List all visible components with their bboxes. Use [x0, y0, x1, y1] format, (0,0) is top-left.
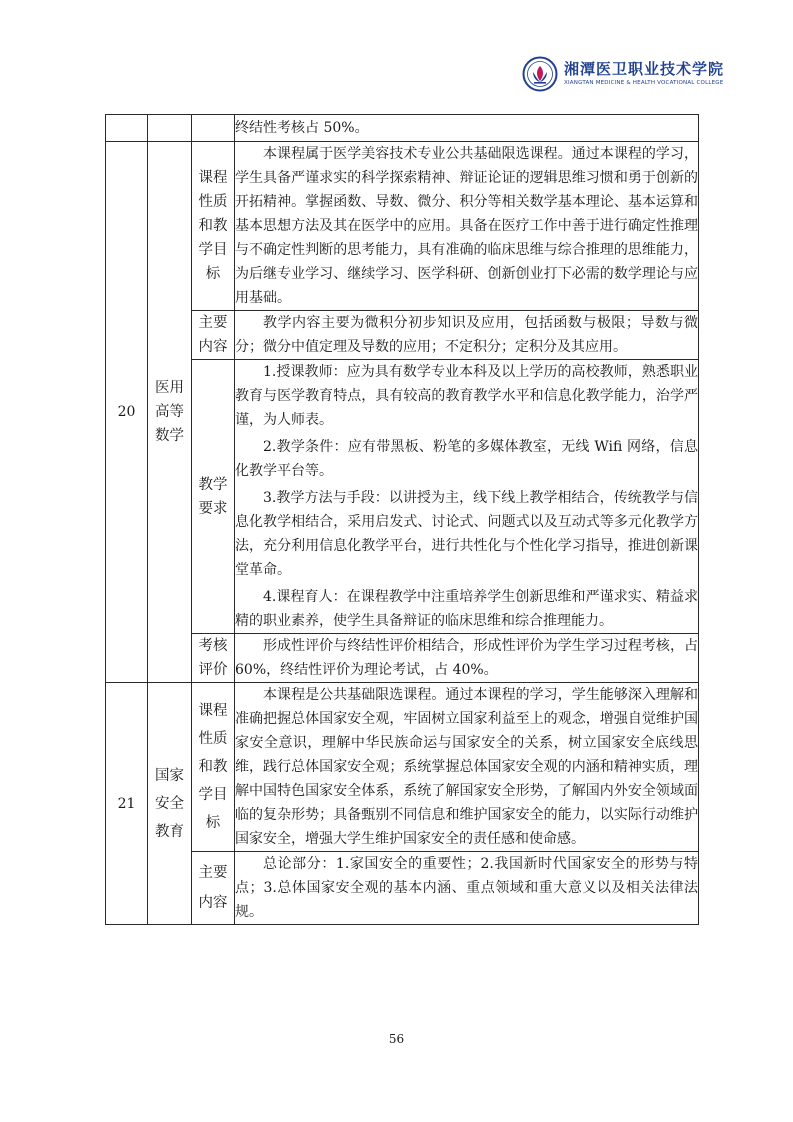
goal-text: 本课程是公共基础限选课程。通过本课程的学习，学生能够深入理解和准确把握总体国家安全观，牢固树立国家利益至上的观念，增强自觉维护国家安全意识，理解中华民族命运与国家安全的关系，树立国家安全底线思维，践行总体国家安全观；系统掌握总体国家安全观的内涵和精神实质，理解中国特色国家安全体系，系统了解国家安全形势，了解国内外安全领域面临的复杂形势；具备甄别不同信息和维护国家安全的能力，以实际行动维护国家安全，增强大学生维护国家安全的责任感和使命感。 [235, 687, 698, 847]
label-line: 学目 [198, 242, 228, 258]
course-name [148, 683, 192, 925]
continuation-text: 终结性考核占 50%。 [235, 120, 369, 136]
content-label [192, 852, 235, 925]
requirement-item: 3.教学方法与手段：以讲授为主，线下线上教学相结合，传统教学与信息化教学相结合，采用启发式、讨论式、问题式以及互动式等多元化教学方法，充分利用信息化教学平台，进行共性化与个性化学习指导，推进创新课堂革命。 [235, 490, 698, 578]
table-row-course-20-content [106, 311, 699, 360]
goal-text-cell [235, 683, 699, 852]
requirements-label [192, 360, 235, 634]
course-number: 20 [106, 142, 148, 683]
requirement-item: 1.授课教师：应为具有数学专业本科及以上学历的高校教师，熟悉职业教育与医学教育特点，具有较高的教育教学水平和信息化教学能力，治学严谨，为人师表。 [235, 364, 698, 428]
label-line: 评价 [198, 662, 228, 678]
course-name-line: 国家 [155, 767, 184, 784]
table-row-course-20-requirements [106, 360, 699, 634]
evaluation-label [192, 634, 235, 683]
course-name-line: 教育 [155, 823, 184, 840]
college-name-english: XIANGTAN MEDICINE & HEALTH VOCATIONAL COLLEGE [564, 80, 724, 86]
course-number: 21 [106, 683, 148, 925]
cell-empty [106, 115, 148, 142]
label-line: 要求 [198, 500, 228, 517]
requirement-item: 4.课程育人：在课程教学中注重培养学生创新思维和严谨求实、精益求精的职业素养，使学生具备辩证的临床思维和综合推理能力。 [235, 589, 698, 629]
course-table [105, 114, 699, 925]
requirements-text-cell [235, 360, 699, 634]
course-name-line: 安全 [155, 795, 184, 812]
content-text: 总论部分：1.家国安全的重要性；2.我国新时代国家安全的形势与特点；3.总体国家安全观的基本内涵、重点领域和重大意义以及相关法律法规。 [235, 856, 698, 920]
course-name-line: 数学 [155, 428, 184, 444]
label-line: 性质 [198, 194, 228, 210]
course-name [148, 142, 192, 683]
table-row-course-21-goal [106, 683, 699, 852]
goal-text-cell [235, 142, 699, 311]
label-line: 考核 [198, 638, 228, 654]
table-row-course-21-content [106, 852, 699, 925]
page-number: 56 [388, 1032, 405, 1046]
label-line: 课程 [198, 703, 228, 719]
course-name-line: 医用 [155, 380, 184, 396]
college-name: 湘潭医卫职业技术学院 [564, 60, 725, 78]
college-emblem-icon [522, 56, 558, 92]
label-line: 主要 [198, 865, 228, 881]
label-line: 教学 [198, 476, 228, 493]
label-line: 内容 [198, 895, 228, 911]
evaluation-text-cell [235, 634, 699, 683]
goal-text: 本课程属于医学美容技术专业公共基础限选课程。通过本课程的学习，学生具备严谨求实的科学探索精神、辩证论证的逻辑思维习惯和勇于创新的开拓精神。掌握函数、导数、微分、积分等相关数学基本理论、基本运算和基本思想方法及其在医学中的应用。具备在医疗工作中善于进行确定性推理与不确定性判断的思考能力，具有准确的临床思维与综合推理的思维能力，为后继专业学习、继续学习、医学科研、创新创业打下必需的数学理论与应用基础。 [235, 146, 698, 306]
cell-empty [192, 115, 235, 142]
goal-label [192, 142, 235, 311]
label-line: 和教 [198, 759, 228, 775]
table-row-continuation [106, 115, 699, 142]
label-line: 内容 [198, 339, 228, 355]
label-line: 主要 [198, 315, 228, 331]
label-line: 标 [205, 266, 221, 282]
label-line: 性质 [198, 731, 228, 747]
evaluation-text: 形成性评价与终结性评价相结合，形成性评价为学生学习过程考核，占 60%，终结性评价为理论考试，占 40%。 [235, 638, 698, 678]
content-label [192, 311, 235, 360]
requirement-item: 2.教学条件：应有带黑板、粉笔的多媒体教室，无线 Wifi 网络，信息化教学平台等。 [235, 439, 698, 479]
content-text: 教学内容主要为微积分初步知识及应用，包括函数与极限；导数与微分；微分中值定理及导数的应用；不定积分；定积分及其应用。 [235, 315, 698, 355]
college-logo [522, 56, 725, 96]
content-text-cell [235, 852, 699, 925]
label-line: 学目 [198, 787, 228, 803]
label-line: 和教 [198, 218, 228, 234]
course-name-line: 高等 [155, 404, 184, 420]
content-text-cell [235, 311, 699, 360]
label-line: 标 [205, 815, 221, 831]
cell-empty [148, 115, 192, 142]
goal-label [192, 683, 235, 852]
table-row-course-20-evaluation [106, 634, 699, 683]
table-row-course-20-goal [106, 142, 699, 311]
continuation-text-cell [235, 115, 699, 142]
label-line: 课程 [198, 170, 228, 186]
